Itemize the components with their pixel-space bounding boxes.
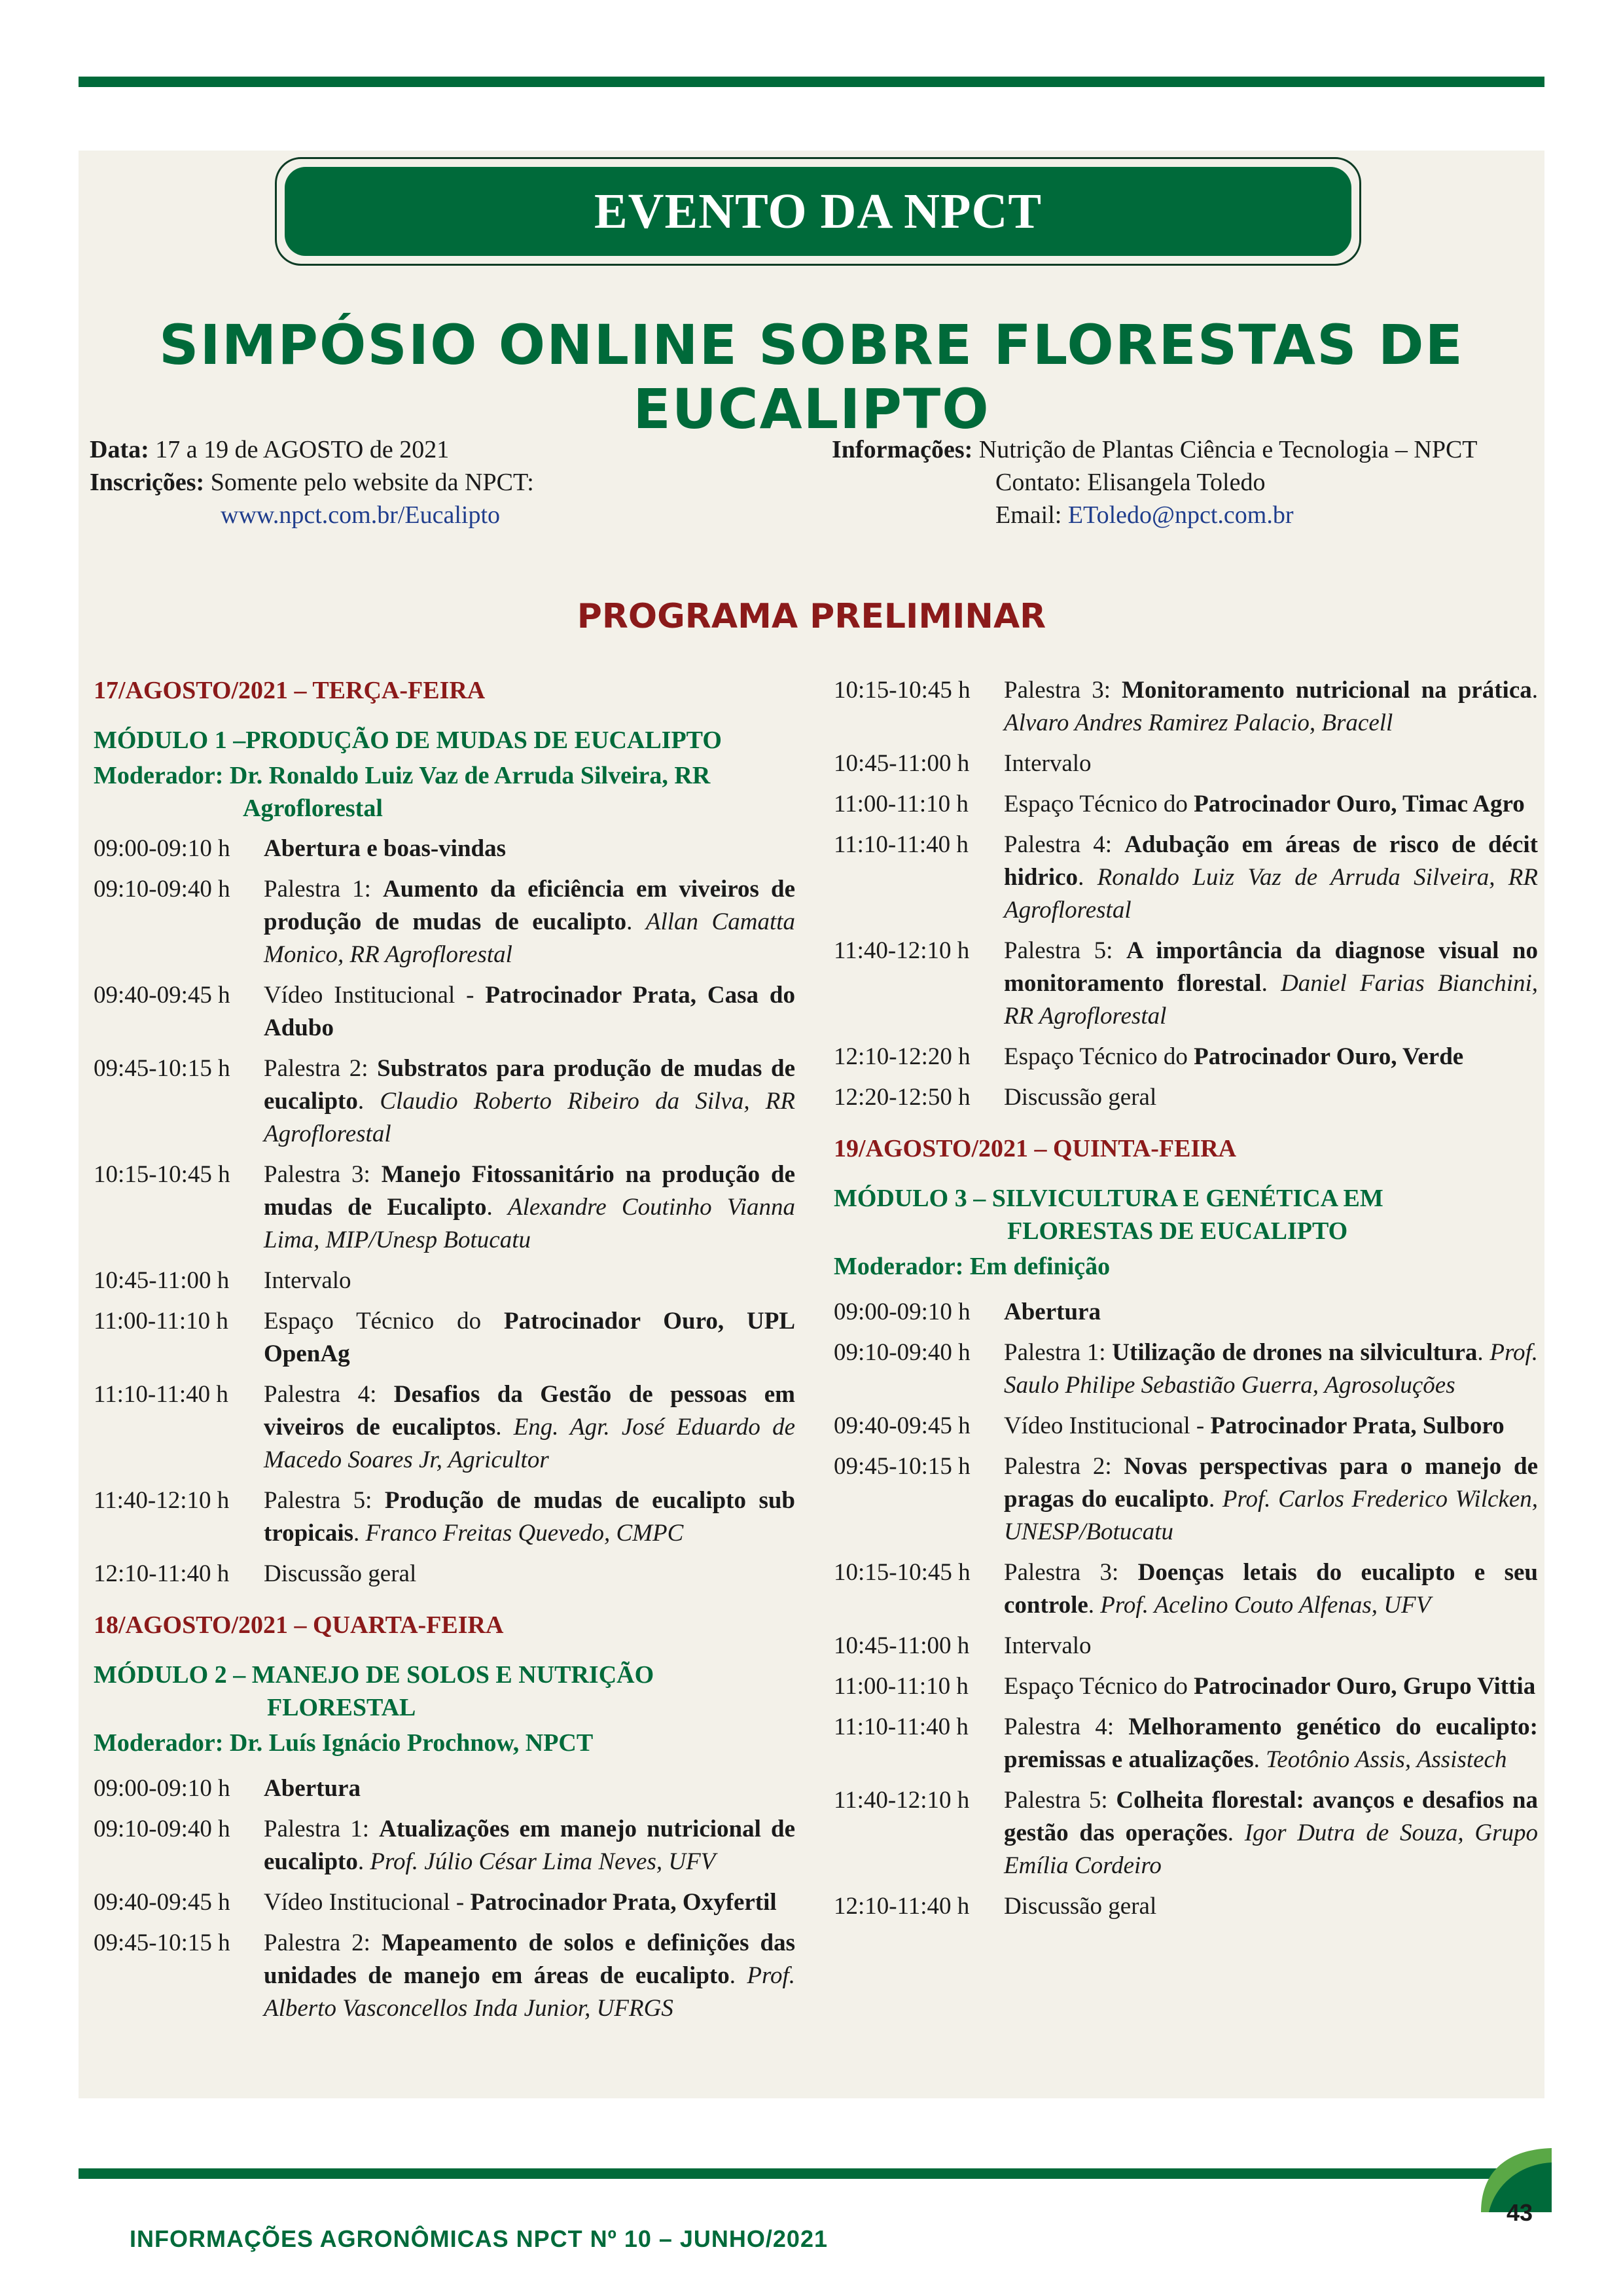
schedule-separator: .: [626, 908, 646, 935]
schedule-item: [834, 935, 1538, 1033]
schedule-description: [1004, 1711, 1538, 1776]
date-label: Data:: [90, 436, 149, 463]
schedule-separator: .: [1531, 677, 1538, 704]
schedule-description: [1004, 1410, 1538, 1443]
schedule-separator: .: [357, 1088, 380, 1115]
schedule-description: [264, 1927, 795, 2025]
schedule-item: [834, 1041, 1538, 1073]
schedule-speaker: Daniel Farias Bianchini, RR Agroflorestal: [1004, 970, 1539, 1030]
page-number: 43: [1506, 2199, 1533, 2226]
schedule-item: [834, 1410, 1538, 1443]
schedule-time: 11:40-12:10 h: [834, 1787, 970, 1814]
footer-publication: INFORMAÇÕES AGRONÔMICAS NPCT Nº 10 – JUNHO/2021: [130, 2225, 828, 2252]
schedule-speaker: Eng. Agr. José Eduardo de Macedo Soares Jr, Agricultor: [264, 1414, 795, 1473]
schedule-separator: .: [1078, 864, 1097, 891]
schedule-separator: .: [1088, 1592, 1101, 1619]
schedule-description: [264, 1484, 795, 1550]
schedule-description: [264, 1158, 795, 1257]
schedule-prefix: Palestra 3:: [1004, 677, 1122, 704]
bottom-rule: [79, 2168, 1508, 2179]
schedule-description: [1004, 747, 1538, 780]
schedule-time: 09:45-10:15 h: [94, 1055, 230, 1082]
schedule-item: [94, 833, 795, 865]
top-rule: [79, 77, 1544, 87]
schedule-description: [264, 873, 795, 971]
schedule-separator: .: [486, 1194, 508, 1221]
schedule-topic: Patrocinador Ouro, UPL OpenAg: [264, 1308, 796, 1367]
schedule-description: [1004, 1784, 1538, 1882]
schedule-time: 09:40-09:45 h: [94, 982, 230, 1009]
schedule-prefix: Espaço Técnico do: [264, 1308, 505, 1335]
schedule-prefix: Palestra 1:: [264, 1816, 380, 1842]
schedule-prefix: Espaço Técnico do: [1004, 1043, 1194, 1070]
program-column-right: [834, 674, 1538, 1931]
schedule-item: [94, 1927, 795, 2025]
schedule-time: 09:10-09:40 h: [94, 876, 230, 903]
schedule-speaker: Prof. Alberto Vasconcellos Inda Junior, UFRGS: [264, 1962, 796, 2022]
schedule-prefix: Palestra 5:: [1004, 1787, 1116, 1814]
schedule-prefix: Discussão geral: [264, 1560, 417, 1587]
schedule-topic: Aumento da eficiência em viveiros de produção de mudas de eucalipto: [264, 876, 795, 935]
schedule-description: [1004, 1890, 1538, 1923]
schedule-topic: Abertura: [264, 1775, 361, 1802]
schedule-item: [94, 1052, 795, 1151]
schedule-description: [264, 1052, 795, 1151]
event-banner-label: EVENTO DA NPCT: [285, 167, 1351, 256]
schedule-description: [264, 1813, 795, 1878]
schedule-prefix: Intervalo: [264, 1267, 351, 1294]
schedule-prefix: Vídeo Institucional -: [264, 982, 486, 1009]
schedule-time: 10:15-10:45 h: [834, 677, 971, 704]
schedule-time: 10:45-11:00 h: [94, 1267, 230, 1294]
schedule-item: [834, 1450, 1538, 1549]
module1-moderator-line2: Agroflorestal: [243, 795, 383, 822]
schedule-item: [94, 979, 795, 1045]
schedule-time: 09:00-09:10 h: [94, 835, 230, 862]
schedule-prefix: Palestra 4:: [1004, 1713, 1129, 1740]
schedule-description: [1004, 1630, 1538, 1662]
module1-moderator-line1: Moderador: Dr. Ronaldo Luiz Vaz de Arruda Silveira, RR: [94, 762, 711, 789]
program-title: PROGRAMA PRELIMINAR: [577, 597, 1046, 636]
module3-title-line1: MÓDULO 3 – SILVICULTURA E GENÉTICA EM: [834, 1185, 1383, 1212]
schedule-item: [94, 1813, 795, 1878]
schedule-item: [834, 1784, 1538, 1882]
schedule-topic: Manejo Fitossanitário na produção de mudas de Eucalipto: [264, 1161, 795, 1221]
schedule-item: [834, 1336, 1538, 1402]
schedule-topic: Melhoramento genético do eucalipto: premissas e atualizações: [1004, 1713, 1538, 1773]
schedule-item: [94, 1558, 795, 1590]
schedule-prefix: Palestra 1:: [1004, 1339, 1113, 1366]
schedule-time: 12:10-12:20 h: [834, 1043, 971, 1070]
module2-title-line1: MÓDULO 2 – MANEJO DE SOLOS E NUTRIÇÃO: [94, 1661, 654, 1689]
schedule-item: [834, 788, 1538, 821]
schedule-time: 10:15-10:45 h: [94, 1161, 230, 1188]
schedule-topic: Doenças letais do eucalipto e seu controle: [1004, 1559, 1538, 1619]
registration-label: Inscrições:: [90, 469, 205, 496]
schedule-prefix: Vídeo Institucional -: [1004, 1412, 1211, 1439]
schedule-item: [834, 1296, 1538, 1329]
schedule-time: 09:10-09:40 h: [94, 1816, 230, 1842]
module1-moderator: [94, 759, 795, 825]
schedule-prefix: Espaço Técnico do: [1004, 1673, 1194, 1700]
schedule-item: [834, 1711, 1538, 1776]
schedule-prefix: Palestra 5:: [264, 1487, 385, 1514]
schedule-prefix: Palestra 4:: [1004, 831, 1125, 858]
schedule-speaker: Prof. Júlio César Lima Neves, UFV: [370, 1848, 716, 1875]
module2-title-line2: FLORESTAL: [267, 1694, 416, 1721]
schedule-topic: Monitoramento nutricional na prática: [1122, 677, 1532, 704]
schedule-time: 09:40-09:45 h: [94, 1889, 230, 1916]
event-info-left: [90, 433, 534, 531]
schedule-prefix: Espaço Técnico do: [1004, 791, 1194, 817]
email-label: Email:: [995, 501, 1062, 529]
schedule-item: [94, 1158, 795, 1257]
module2-moderator: Moderador: Dr. Luís Ignácio Prochnow, NPCT: [94, 1729, 594, 1757]
schedule-description: [1004, 788, 1538, 821]
program-column-left: [94, 674, 795, 2033]
schedule-separator: .: [1209, 1486, 1222, 1513]
schedule-description: [1004, 1296, 1538, 1329]
day2-schedule-part2: [834, 674, 1538, 1114]
organizer: Nutrição de Plantas Ciência e Tecnologia – NPCT: [978, 436, 1478, 463]
schedule-time: 11:00-11:10 h: [834, 1673, 969, 1700]
schedule-speaker: Alexandre Coutinho Vianna Lima, MIP/Unesp Botucatu: [264, 1194, 796, 1253]
schedule-topic: Produção de mudas de eucalipto sub tropicais: [264, 1487, 796, 1547]
module3-moderator: Moderador: Em definição: [834, 1253, 1111, 1280]
schedule-time: 11:10-11:40 h: [834, 1713, 969, 1740]
schedule-time: 11:00-11:10 h: [94, 1308, 228, 1335]
schedule-topic: A importância da diagnose visual no monitoramento florestal: [1004, 937, 1538, 997]
schedule-description: [264, 833, 795, 865]
schedule-description: [1004, 935, 1538, 1033]
schedule-topic: Patrocinador Ouro, Grupo Vittia: [1194, 1673, 1536, 1700]
schedule-description: [1004, 1081, 1538, 1114]
schedule-topic: Patrocinador Ouro, Timac Agro: [1194, 791, 1525, 817]
schedule-description: [1004, 829, 1538, 927]
schedule-topic: Mapeamento de solos e definições das unidades de manejo em áreas de eucalipto: [264, 1929, 796, 1989]
schedule-time: 09:00-09:10 h: [94, 1775, 230, 1802]
schedule-prefix: Palestra 1:: [264, 876, 383, 903]
schedule-prefix: Intervalo: [1004, 750, 1092, 777]
schedule-time: 11:10-11:40 h: [834, 831, 969, 858]
schedule-topic: Abertura e boas-vindas: [264, 835, 507, 862]
schedule-topic: Colheita florestal: avanços e desafios na gestão das operações: [1004, 1787, 1539, 1846]
contact: Contato: Elisangela Toledo: [995, 469, 1266, 496]
schedule-prefix: Vídeo Institucional -: [264, 1889, 471, 1916]
schedule-prefix: Palestra 3:: [1004, 1559, 1138, 1586]
schedule-item: [94, 1378, 795, 1477]
schedule-prefix: Discussão geral: [1004, 1084, 1157, 1111]
info-label: Informações:: [832, 436, 973, 463]
date-value: 17 a 19 de AGOSTO de 2021: [155, 436, 450, 463]
schedule-description: [264, 1558, 795, 1590]
schedule-item: [834, 1670, 1538, 1703]
schedule-separator: .: [1261, 970, 1281, 997]
schedule-speaker: Teotônio Assis, Assistech: [1266, 1746, 1507, 1773]
schedule-time: 10:45-11:00 h: [834, 1632, 970, 1659]
schedule-item: [834, 1081, 1538, 1114]
schedule-topic: Desafios da Gestão de pessoas em viveiros de eucaliptos: [264, 1381, 795, 1441]
schedule-time: 09:40-09:45 h: [834, 1412, 971, 1439]
schedule-prefix: Discussão geral: [1004, 1893, 1157, 1920]
schedule-time: 09:00-09:10 h: [834, 1299, 971, 1325]
schedule-topic: Adubação em áreas de risco de décit hidrico: [1004, 831, 1538, 891]
schedule-topic: Patrocinador Prata, Oxyfertil: [470, 1889, 777, 1916]
schedule-time: 11:40-12:10 h: [94, 1487, 230, 1514]
schedule-item: [834, 747, 1538, 780]
day2-date: 18/AGOSTO/2021 – QUARTA-FEIRA: [94, 1611, 504, 1639]
schedule-speaker: Allan Camatta Monico, RR Agroflorestal: [264, 908, 796, 968]
day1-date: 17/AGOSTO/2021 – TERÇA-FEIRA: [94, 677, 486, 704]
schedule-topic: Utilização de drones na silvicultura: [1112, 1339, 1478, 1366]
schedule-item: [834, 1630, 1538, 1662]
schedule-topic: Patrocinador Ouro, Verde: [1194, 1043, 1464, 1070]
schedule-description: [1004, 1336, 1538, 1402]
schedule-time: 12:10-11:40 h: [94, 1560, 230, 1587]
schedule-separator: .: [1227, 1820, 1245, 1846]
schedule-speaker: Prof. Saulo Philipe Sebastião Guerra, Agrosoluções: [1004, 1339, 1539, 1399]
schedule-speaker: Franco Freitas Quevedo, CMPC: [365, 1520, 684, 1547]
schedule-prefix: Intervalo: [1004, 1632, 1092, 1659]
module3-title-line2: FLORESTAS DE EUCALIPTO: [1007, 1217, 1348, 1245]
schedule-topic: Abertura: [1004, 1299, 1101, 1325]
schedule-time: 12:10-11:40 h: [834, 1893, 970, 1920]
module2-title: [94, 1659, 795, 1724]
schedule-description: [264, 1886, 795, 1919]
schedule-prefix: Palestra 2:: [264, 1055, 378, 1082]
schedule-item: [94, 1772, 795, 1805]
schedule-time: 12:20-12:50 h: [834, 1084, 971, 1111]
schedule-time: 11:00-11:10 h: [834, 791, 969, 817]
day2-schedule-part1: [94, 1772, 795, 2025]
schedule-description: [264, 1378, 795, 1477]
schedule-topic: Atualizações em manejo nutricional de eucalipto: [264, 1816, 795, 1875]
schedule-speaker: Alvaro Andres Ramirez Palacio, Bracell: [1004, 709, 1393, 736]
schedule-description: [264, 1265, 795, 1297]
schedule-item: [834, 1890, 1538, 1923]
day3-schedule: [834, 1296, 1538, 1923]
schedule-topic: Novas perspectivas para o manejo de pragas do eucalipto: [1004, 1453, 1538, 1513]
schedule-topic: Patrocinador Prata, Sulboro: [1210, 1412, 1505, 1439]
schedule-description: [1004, 1556, 1538, 1622]
schedule-prefix: Palestra 4:: [264, 1381, 394, 1408]
schedule-description: [1004, 1450, 1538, 1549]
schedule-separator: .: [353, 1520, 366, 1547]
schedule-item: [834, 829, 1538, 927]
schedule-item: [94, 1265, 795, 1297]
schedule-time: 09:10-09:40 h: [834, 1339, 971, 1366]
schedule-separator: .: [1477, 1339, 1490, 1366]
registration-link[interactable]: www.npct.com.br/Eucalipto: [221, 501, 501, 529]
schedule-topic: Substratos para produção de mudas de eucalipto: [264, 1055, 795, 1115]
schedule-item: [94, 1305, 795, 1371]
schedule-separator: .: [357, 1848, 370, 1875]
schedule-item: [94, 873, 795, 971]
schedule-description: [1004, 674, 1538, 740]
schedule-speaker: Prof. Carlos Frederico Wilcken, UNESP/Botucatu: [1004, 1486, 1539, 1545]
schedule-time: 09:45-10:15 h: [834, 1453, 971, 1480]
schedule-time: 11:40-12:10 h: [834, 937, 970, 964]
symposium-title: SIMPÓSIO ONLINE SOBRE FLORESTAS DE EUCALIPTO: [159, 313, 1464, 441]
event-info-right: [832, 433, 1478, 531]
schedule-description: [264, 1305, 795, 1371]
schedule-separator: .: [495, 1414, 514, 1441]
schedule-separator: .: [1253, 1746, 1266, 1773]
schedule-speaker: Igor Dutra de Souza, Grupo Emília Cordeiro: [1004, 1820, 1538, 1879]
schedule-prefix: Palestra 5:: [1004, 937, 1126, 964]
schedule-topic: Patrocinador Prata, Casa do Adubo: [264, 982, 795, 1041]
schedule-item: [94, 1886, 795, 1919]
schedule-time: 10:15-10:45 h: [834, 1559, 971, 1586]
schedule-item: [834, 674, 1538, 740]
registration-value: Somente pelo website da NPCT:: [210, 469, 534, 496]
schedule-description: [264, 1772, 795, 1805]
module1-title: MÓDULO 1 –PRODUÇÃO DE MUDAS DE EUCALIPTO: [94, 726, 722, 754]
day3-date: 19/AGOSTO/2021 – QUINTA-FEIRA: [834, 1135, 1237, 1162]
schedule-speaker: Claudio Roberto Ribeiro da Silva, RR Agroflorestal: [264, 1088, 796, 1147]
schedule-description: [264, 979, 795, 1045]
schedule-prefix: Palestra 3:: [264, 1161, 382, 1188]
schedule-item: [834, 1556, 1538, 1622]
event-banner: [275, 157, 1361, 266]
email-link[interactable]: EToledo@npct.com.br: [1067, 501, 1294, 529]
schedule-time: 10:45-11:00 h: [834, 750, 970, 777]
schedule-time: 11:10-11:40 h: [94, 1381, 228, 1408]
schedule-time: 09:45-10:15 h: [94, 1929, 230, 1956]
module3-title: [834, 1182, 1538, 1247]
schedule-speaker: Ronaldo Luiz Vaz de Arruda Silveira, RR Agroflorestal: [1004, 864, 1538, 924]
schedule-prefix: Palestra 2:: [1004, 1453, 1124, 1480]
schedule-item: [94, 1484, 795, 1550]
schedule-description: [1004, 1670, 1538, 1703]
day1-schedule: [94, 833, 795, 1590]
schedule-separator: .: [729, 1962, 747, 1989]
schedule-prefix: Palestra 2:: [264, 1929, 382, 1956]
schedule-speaker: Prof. Acelino Couto Alfenas, UFV: [1100, 1592, 1431, 1619]
schedule-description: [1004, 1041, 1538, 1073]
